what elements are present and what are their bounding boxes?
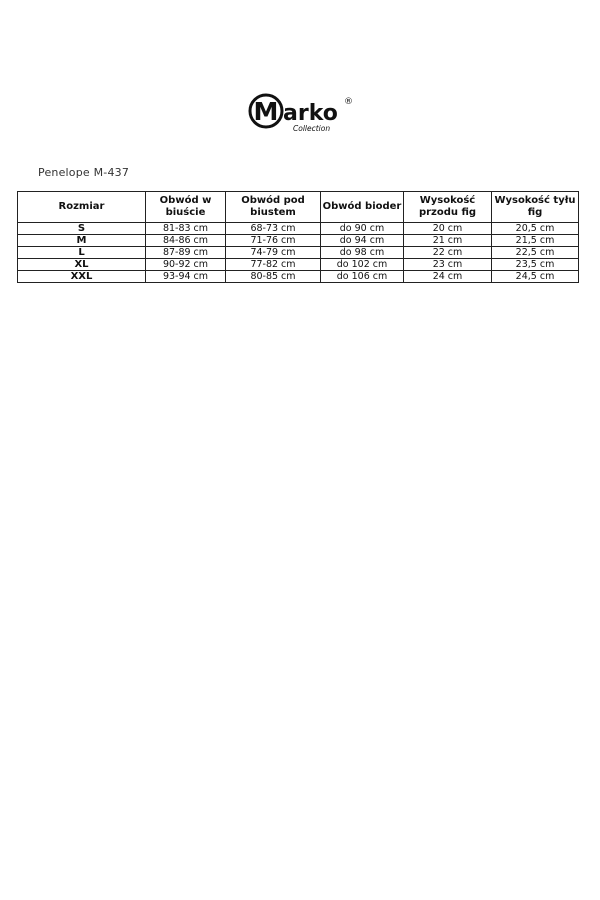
front-height-cell: 22 cm: [404, 247, 492, 259]
back-height-cell: 20,5 cm: [492, 223, 579, 235]
marko-logo-mark: [246, 88, 356, 136]
bust-cell: 93-94 cm: [146, 271, 226, 283]
header-front-height: Wysokość przodu fig: [404, 192, 492, 223]
underbust-cell: 68-73 cm: [226, 223, 321, 235]
bust-cell: 84-86 cm: [146, 235, 226, 247]
size-cell: XXL: [18, 271, 146, 283]
table-row: [18, 223, 579, 235]
logo-letter: M: [253, 97, 279, 126]
size-cell: XL: [18, 259, 146, 271]
size-cell: S: [18, 223, 146, 235]
table-row: [18, 259, 579, 271]
header-back-height: Wysokość tyłu fig: [492, 192, 579, 223]
logo-wordmark: arko: [283, 101, 338, 126]
brand-logo: [246, 88, 356, 136]
hips-cell: do 102 cm: [321, 259, 404, 271]
table-header-row: [18, 192, 579, 223]
header-size: Rozmiar: [18, 192, 146, 223]
size-table: [17, 191, 579, 283]
back-height-cell: 21,5 cm: [492, 235, 579, 247]
hips-cell: do 94 cm: [321, 235, 404, 247]
back-height-cell: 24,5 cm: [492, 271, 579, 283]
logo-subtitle: Collection: [293, 124, 331, 133]
bust-cell: 90-92 cm: [146, 259, 226, 271]
hips-cell: do 90 cm: [321, 223, 404, 235]
front-height-cell: 24 cm: [404, 271, 492, 283]
table-row: [18, 247, 579, 259]
header-underbust: Obwód pod biustem: [226, 192, 321, 223]
bust-cell: 81-83 cm: [146, 223, 226, 235]
header-bust: Obwód w biuście: [146, 192, 226, 223]
size-cell: L: [18, 247, 146, 259]
underbust-cell: 74-79 cm: [226, 247, 321, 259]
hips-cell: do 98 cm: [321, 247, 404, 259]
size-cell: M: [18, 235, 146, 247]
front-height-cell: 20 cm: [404, 223, 492, 235]
underbust-cell: 80-85 cm: [226, 271, 321, 283]
underbust-cell: 71-76 cm: [226, 235, 321, 247]
underbust-cell: 77-82 cm: [226, 259, 321, 271]
table-row: [18, 235, 579, 247]
front-height-cell: 23 cm: [404, 259, 492, 271]
table-row: [18, 271, 579, 283]
front-height-cell: 21 cm: [404, 235, 492, 247]
product-name: Penelope M-437: [38, 166, 130, 179]
back-height-cell: 22,5 cm: [492, 247, 579, 259]
header-hips: Obwód bioder: [321, 192, 404, 223]
registered-mark: ®: [344, 97, 353, 107]
back-height-cell: 23,5 cm: [492, 259, 579, 271]
hips-cell: do 106 cm: [321, 271, 404, 283]
bust-cell: 87-89 cm: [146, 247, 226, 259]
